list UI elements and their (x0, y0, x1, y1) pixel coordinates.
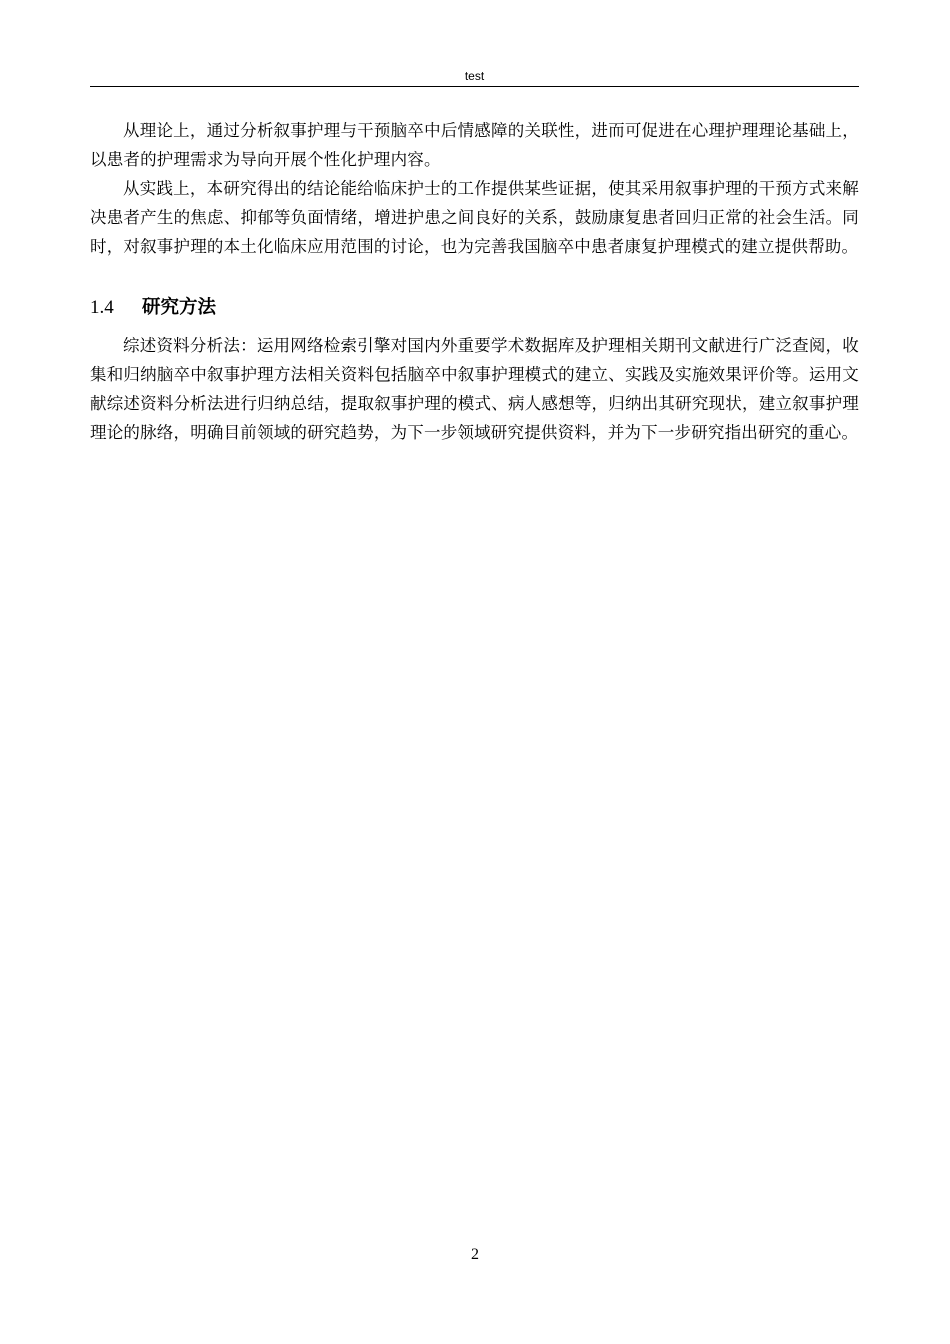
document-body (90, 116, 859, 447)
page-number: 2 (471, 1246, 479, 1263)
paragraph-theory: 从理论上，通过分析叙事护理与干预脑卒中后情感障的关联性，进而可促进在心理护理理论基础上，以患者的护理需求为导向开展个性化护理内容。 (90, 121, 859, 169)
section-title: 研究方法 (142, 297, 217, 318)
paragraph-practice: 从实践上，本研究得出的结论能给临床护士的工作提供某些证据，使其采用叙事护理的干预方式来解决患者产生的焦虑、抑郁等负面情绪，增进护患之间良好的关系，鼓励康复患者回归正常的社会生活。同时，对叙事护理的本土化临床应用范围的讨论，也为完善我国脑卒中患者康复护理模式的建立提供帮助。 (90, 179, 859, 256)
paragraph-methods: 综述资料分析法：运用网络检索引擎对国内外重要学术数据库及护理相关期刊文献进行广泛查阅，收集和归纳脑卒中叙事护理方法相关资料包括脑卒中叙事护理模式的建立、实践及实施效果评价等。运用文献综述资料分析法进行归纳总结，提取叙事护理的模式、病人感想等，归纳出其研究现状，建立叙事护理理论的脉络，明确目前领域的研究趋势，为下一步领域研究提供资料，并为下一步研究指出研究的重心。 (90, 336, 859, 442)
page-header (90, 66, 859, 87)
section-heading (90, 294, 859, 322)
header-title: test (464, 69, 485, 83)
section-number: 1.4 (90, 297, 114, 318)
